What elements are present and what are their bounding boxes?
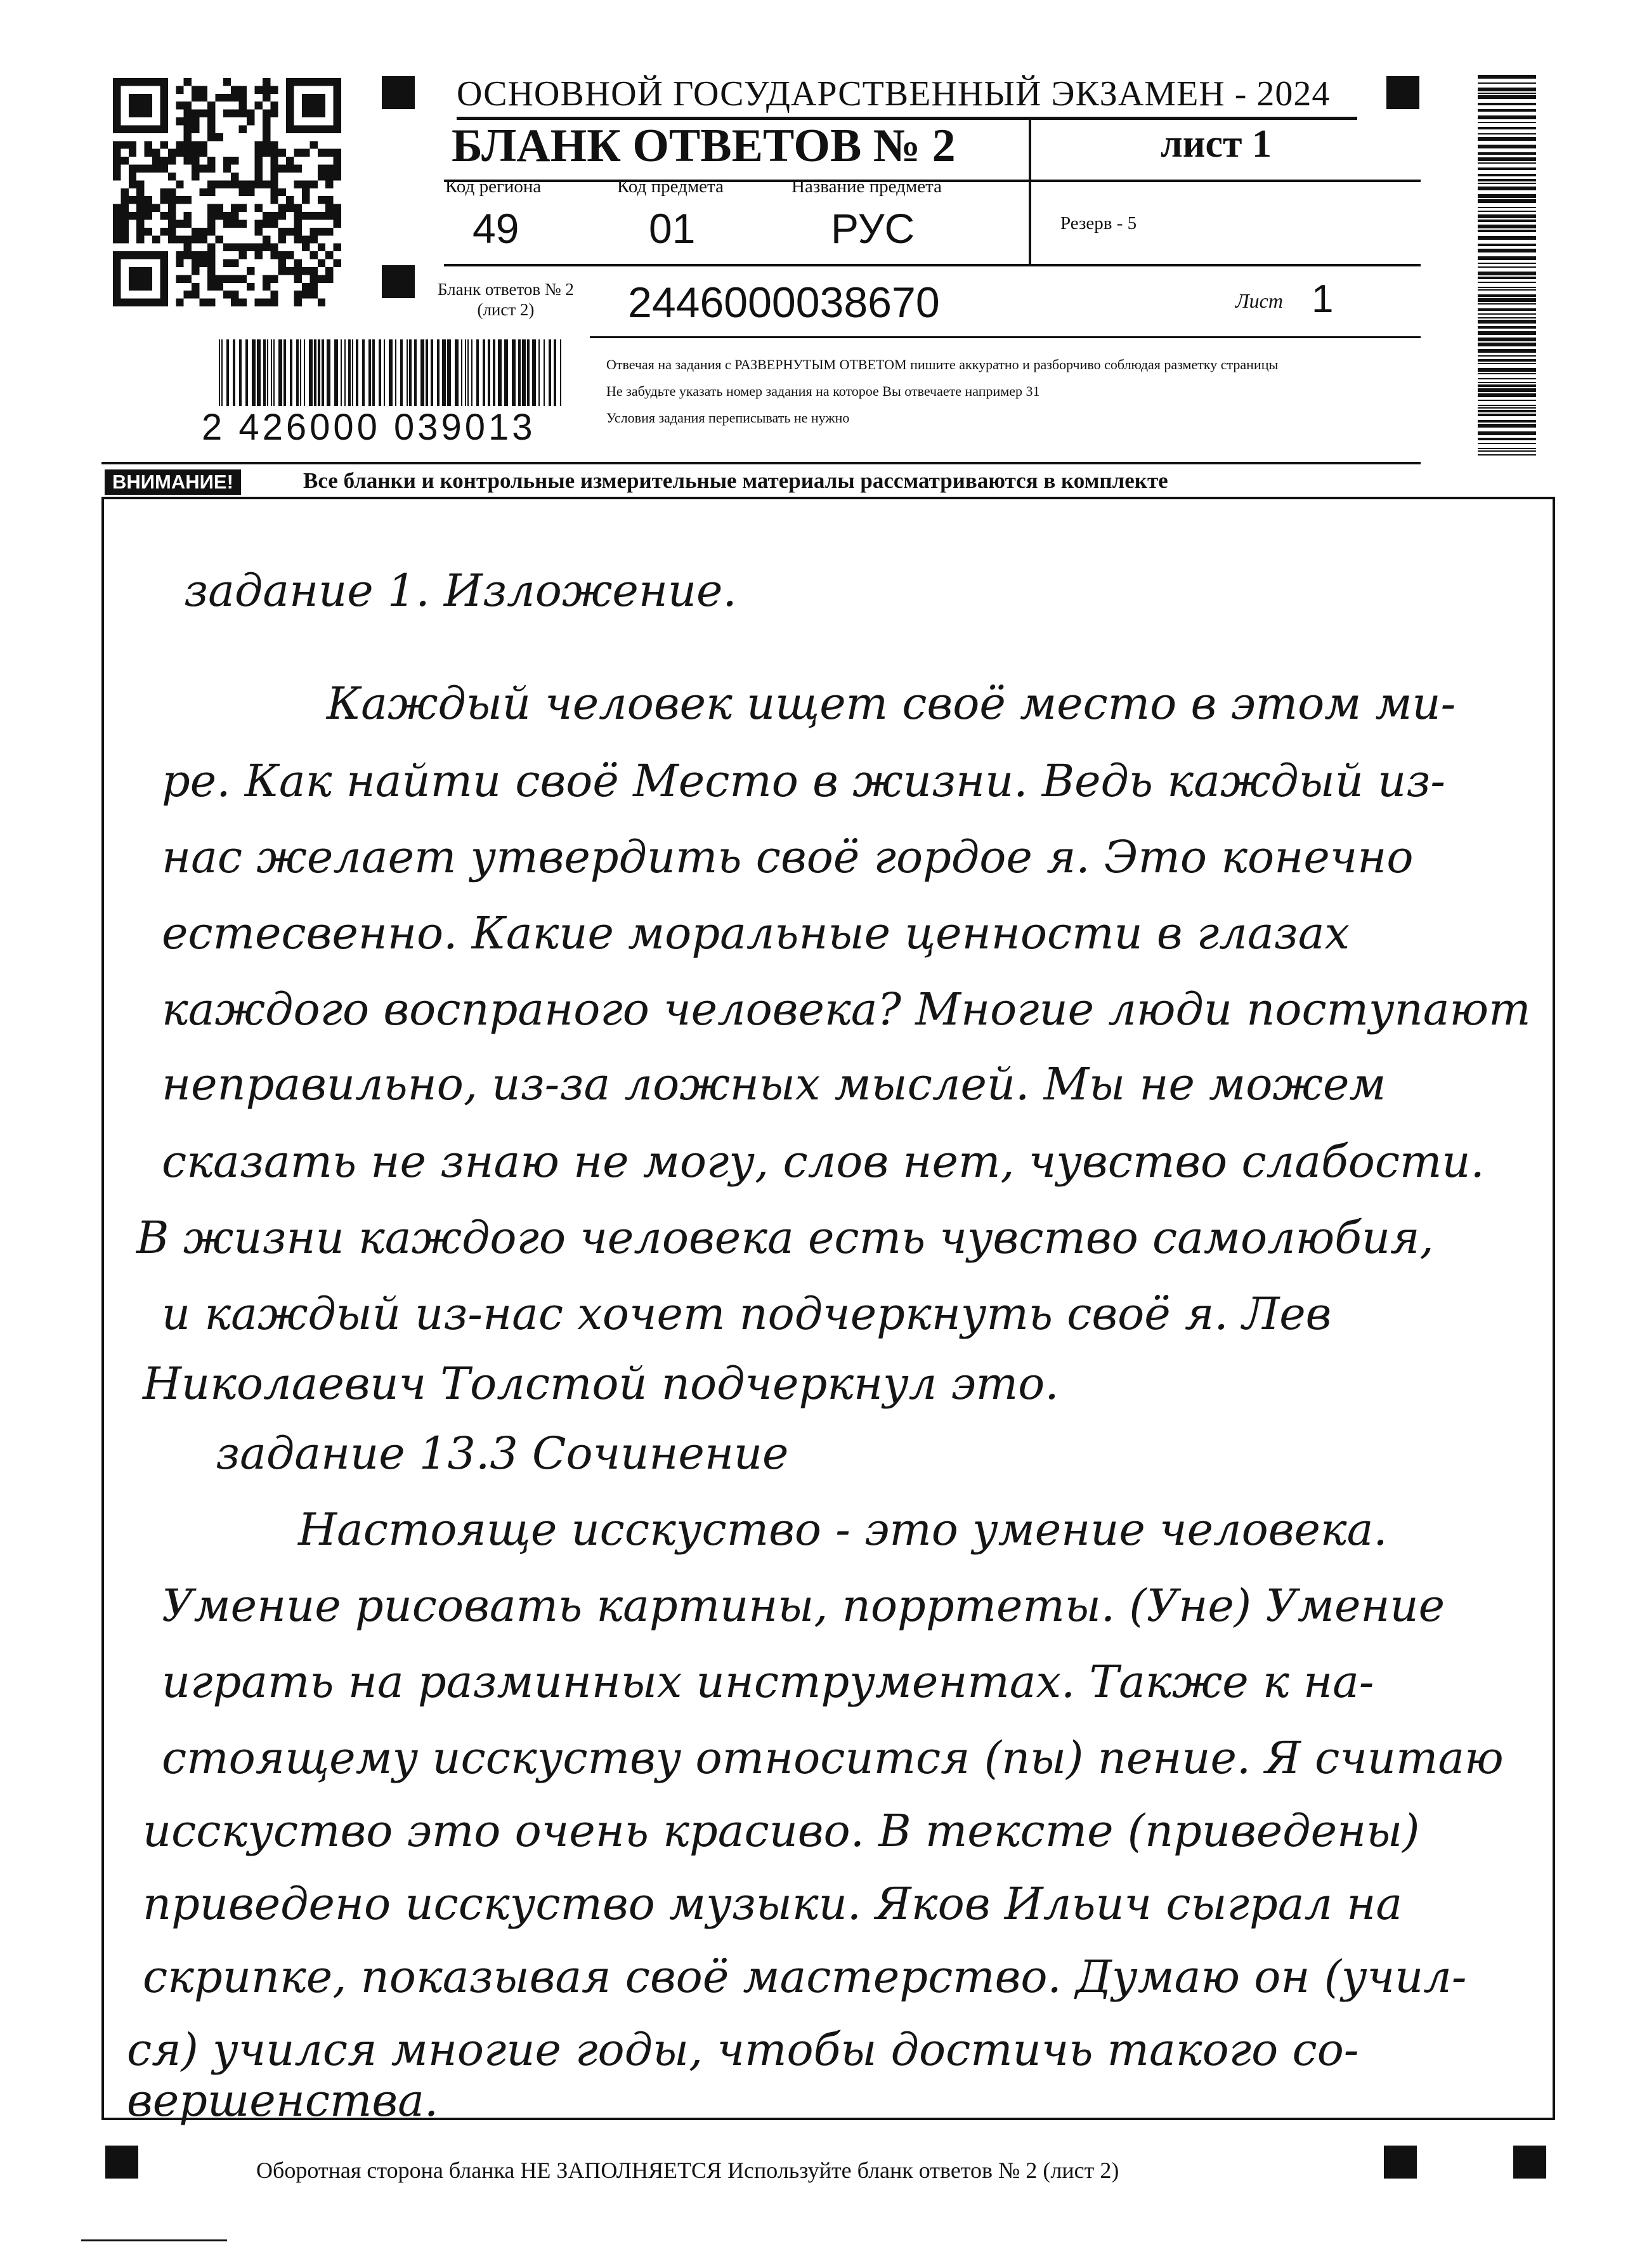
region-code-label: Код региона [445, 176, 542, 197]
attention-badge: ВНИМАНИЕ! [105, 469, 241, 495]
handwritten-line: вершенства. [127, 2075, 439, 2127]
handwritten-line: неправильно, из-за ложных мыслей. Мы не можем [162, 1058, 1386, 1110]
subject-code-label: Код предмета [617, 176, 724, 197]
subject-code-value: 01 [649, 205, 696, 252]
registration-mark [1384, 2146, 1417, 2179]
registration-mark [1513, 2146, 1546, 2179]
handwritten-line: естесвенно. Какие моральные ценности в глазах [162, 907, 1350, 959]
handwritten-line: В жизни каждого человека есть чувство самолюбия, [136, 1212, 1434, 1264]
handwritten-line: и каждый из-нас хочет подчеркнуть своё я. Лев [162, 1288, 1332, 1340]
instruction-line: Не забудьте указать номер задания на которое Вы отвечаете например 31 [606, 383, 1040, 399]
divider [590, 336, 1421, 338]
handwritten-line: ся) учился многие годы, чтобы достичь такого со- [127, 2024, 1359, 2076]
registration-mark [382, 265, 415, 298]
blank2-label-line1: Бланк ответов № 2 [438, 280, 574, 299]
list-value: 1 [1312, 277, 1334, 321]
handwritten-line: Настояще исскуство - это умение человека. [298, 1504, 1388, 1556]
blank2-label-line2: (лист 2) [477, 300, 535, 319]
instruction-line: Условия задания переписывать не нужно [606, 410, 850, 426]
instruction-line: Отвечая на задания с РАЗВЕРНУТЫМ ОТВЕТОМ пишите аккуратно и разборчиво соблюдая разметку страницы [606, 357, 1279, 372]
divider [81, 2239, 227, 2241]
handwritten-line: Каждый человек ищет своё место в этом ми- [327, 678, 1456, 730]
handwritten-line: сказать не знаю не могу, слов нет, чувство слабости. [162, 1136, 1485, 1188]
handwritten-line: ре. Как найти своё Место в жизни. Ведь каждый из- [162, 755, 1446, 807]
barcode-digits: 2 426000 039013 [202, 407, 536, 448]
handwritten-line: Николаевич Толстой подчеркнул это. [143, 1358, 1059, 1410]
qr-code [113, 77, 341, 307]
footer-note: Оборотная сторона бланка НЕ ЗАПОЛНЯЕТСЯ Используйте бланк ответов № 2 (лист 2) [256, 2158, 1119, 2183]
attention-text: Все бланки и контрольные измерительные материалы рассматриваются в комплекте [303, 468, 1168, 493]
handwritten-line: играть на разминных инструментах. Также к на- [162, 1656, 1374, 1708]
sheet-title: лист 1 [1161, 122, 1272, 166]
blank2-label [438, 279, 574, 320]
handwritten-line: задание 1. Изложение. [184, 565, 737, 617]
handwritten-line: исскуство это очень красиво. В тексте (приведены) [143, 1805, 1420, 1857]
list-label: Лист [1235, 289, 1283, 312]
divider [101, 462, 1421, 464]
divider [444, 264, 1421, 266]
vertical-barcode [1478, 75, 1536, 456]
handwritten-line: приведено исскуство музыки. Яков Ильич сыграл на [143, 1878, 1403, 1930]
divider [1029, 119, 1031, 265]
blank-number: 2446000038670 [628, 279, 940, 327]
handwritten-line: скрипке, показывая своё мастерство. Думаю он (учил- [143, 1951, 1467, 2003]
registration-mark [382, 76, 415, 109]
region-code-value: 49 [472, 205, 519, 252]
subject-name-label: Название предмета [791, 176, 942, 197]
form-title: БЛАНК ОТВЕТОВ № 2 [452, 120, 956, 172]
handwritten-line: Умение рисовать картины, порртеты. (Уне) Умение [162, 1580, 1445, 1632]
exam-title: ОСНОВНОЙ ГОСУДАРСТВЕННЫЙ ЭКЗАМЕН - 2024 [457, 74, 1357, 120]
reserve-field: Резерв - 5 [1060, 213, 1137, 233]
handwritten-line: задание 13.3 Сочинение [216, 1427, 789, 1479]
handwritten-line: стоящему исскуству относится (пы) пение. Я считаю [162, 1732, 1504, 1784]
registration-mark [105, 2146, 138, 2179]
barcode [219, 339, 561, 406]
handwritten-line: нас желает утвердить своё гордое я. Это конечно [162, 831, 1414, 883]
subject-name-value: РУС [831, 205, 915, 252]
handwritten-line: каждого воспраного человека? Многие люди поступают [162, 983, 1531, 1035]
registration-mark [1386, 76, 1419, 109]
